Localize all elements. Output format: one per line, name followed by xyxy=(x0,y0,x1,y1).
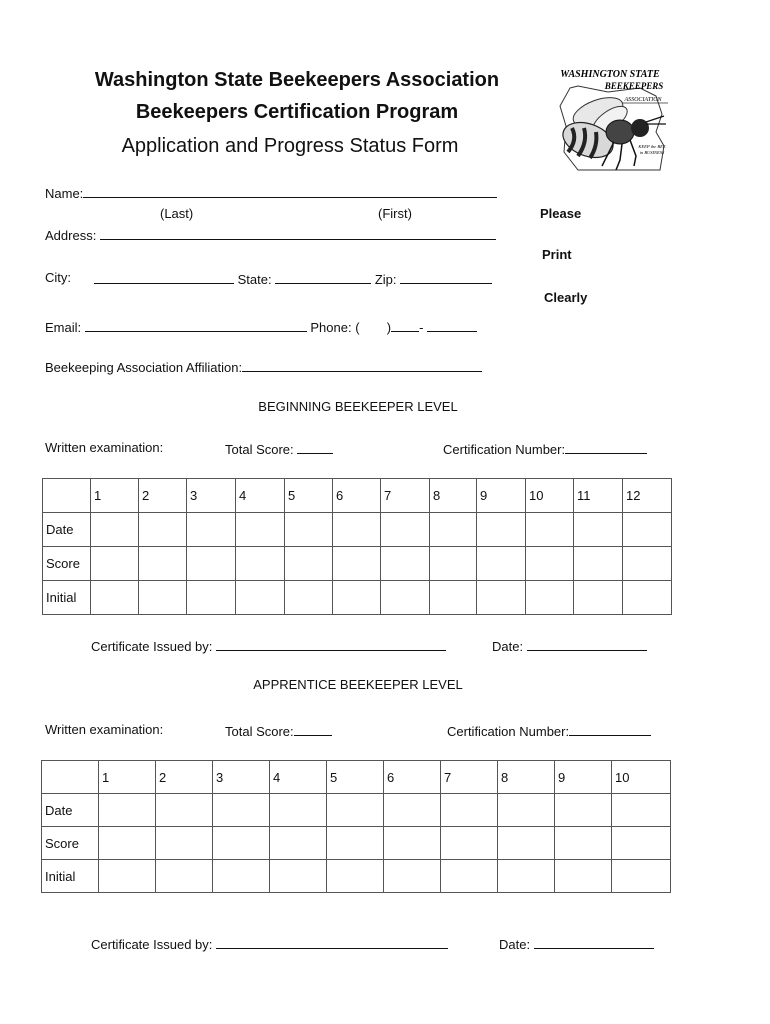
col-header: 2 xyxy=(139,479,187,513)
table-cell[interactable] xyxy=(99,827,156,860)
col-header: 11 xyxy=(574,479,623,513)
table-cell[interactable] xyxy=(441,827,498,860)
beginning-cert-number-label: Certification Number: xyxy=(443,442,566,457)
table-cell[interactable] xyxy=(270,794,327,827)
state-field[interactable] xyxy=(275,270,371,284)
table-cell[interactable] xyxy=(333,581,381,615)
table-cell[interactable] xyxy=(285,513,333,547)
beginning-total-score-label: Total Score: xyxy=(225,442,294,457)
col-header: 3 xyxy=(213,761,270,794)
table-cell[interactable] xyxy=(187,547,236,581)
table-cell[interactable] xyxy=(139,513,187,547)
table-cell[interactable] xyxy=(156,860,213,893)
logo-motto-line2: in BUSINESS xyxy=(639,150,665,155)
table-cell[interactable] xyxy=(526,513,574,547)
table-cell[interactable] xyxy=(441,860,498,893)
row-label: Score xyxy=(42,827,99,860)
table-cell[interactable] xyxy=(333,547,381,581)
table-cell[interactable] xyxy=(99,860,156,893)
table-cell[interactable] xyxy=(381,581,430,615)
table-cell[interactable] xyxy=(574,513,623,547)
apprentice-date-label: Date: xyxy=(499,937,531,952)
table-cell[interactable] xyxy=(526,581,574,615)
apprentice-issued-by-field[interactable] xyxy=(216,935,448,949)
table-cell[interactable] xyxy=(213,860,270,893)
phone-area-code-field[interactable] xyxy=(363,319,383,332)
table-cell[interactable] xyxy=(498,827,555,860)
col-header: 7 xyxy=(381,479,430,513)
table-cell[interactable] xyxy=(526,547,574,581)
table-cell[interactable] xyxy=(441,794,498,827)
table-cell[interactable] xyxy=(555,827,612,860)
table-cell[interactable] xyxy=(285,581,333,615)
beginning-progress-table xyxy=(42,478,672,615)
col-header: 5 xyxy=(285,479,333,513)
table-cell[interactable] xyxy=(327,860,384,893)
apprentice-total-score-label: Total Score: xyxy=(225,724,294,739)
col-header: 6 xyxy=(333,479,381,513)
apprentice-issued-by-label: Certificate Issued by: xyxy=(91,937,213,952)
table-cell[interactable] xyxy=(612,827,671,860)
table-cell[interactable] xyxy=(139,547,187,581)
row-label: Initial xyxy=(42,860,99,893)
apprentice-written-exam-label: Written examination: xyxy=(45,722,164,737)
beginning-score-row xyxy=(43,547,672,581)
logo-text-washington-state: WASHINGTON STATE xyxy=(560,69,660,80)
last-name-caption: (Last) xyxy=(160,206,194,221)
phone-prefix-field[interactable] xyxy=(391,318,419,332)
table-cell[interactable] xyxy=(139,581,187,615)
table-cell[interactable] xyxy=(236,513,285,547)
table-cell[interactable] xyxy=(477,581,526,615)
beginning-level-heading: BEGINNING BEEKEEPER LEVEL xyxy=(258,399,458,414)
table-cell[interactable] xyxy=(285,547,333,581)
col-header: 3 xyxy=(187,479,236,513)
table-cell[interactable] xyxy=(187,513,236,547)
col-header: 6 xyxy=(384,761,441,794)
corner-cell xyxy=(43,479,91,513)
affiliation-label: Beekeeping Association Affiliation: xyxy=(45,360,243,375)
table-cell[interactable] xyxy=(430,547,477,581)
table-cell[interactable] xyxy=(327,827,384,860)
beginning-cert-number-field[interactable] xyxy=(565,440,647,454)
phone-line-field[interactable] xyxy=(427,318,477,332)
email-label: Email: xyxy=(45,320,82,335)
row-label: Initial xyxy=(43,581,91,615)
table-cell[interactable] xyxy=(156,827,213,860)
col-header: 8 xyxy=(430,479,477,513)
col-header: 2 xyxy=(156,761,213,794)
table-cell[interactable] xyxy=(555,794,612,827)
table-cell[interactable] xyxy=(381,547,430,581)
beginning-date-field[interactable] xyxy=(527,637,647,651)
table-cell[interactable] xyxy=(213,827,270,860)
apprentice-date-field[interactable] xyxy=(534,935,654,949)
table-cell[interactable] xyxy=(91,513,139,547)
table-cell[interactable] xyxy=(187,581,236,615)
col-header: 1 xyxy=(99,761,156,794)
logo-text-association: ASSOCIATION xyxy=(624,97,662,103)
table-cell[interactable] xyxy=(574,581,623,615)
table-cell[interactable] xyxy=(384,827,441,860)
address-field[interactable] xyxy=(100,226,496,240)
table-cell[interactable] xyxy=(381,513,430,547)
clearly-note: Clearly xyxy=(544,290,588,305)
phone-paren-close: ) xyxy=(386,320,392,335)
table-cell[interactable] xyxy=(327,794,384,827)
table-cell[interactable] xyxy=(91,581,139,615)
col-header: 10 xyxy=(526,479,574,513)
beginning-written-exam-label: Written examination: xyxy=(45,440,164,455)
table-cell[interactable] xyxy=(270,827,327,860)
table-cell[interactable] xyxy=(236,581,285,615)
apprentice-cert-number-label: Certification Number: xyxy=(447,724,570,739)
table-cell[interactable] xyxy=(498,794,555,827)
table-cell[interactable] xyxy=(99,794,156,827)
form-title-program: Beekeepers Certification Program xyxy=(135,101,459,123)
name-label: Name: xyxy=(45,186,84,201)
zip-label: Zip: xyxy=(374,272,397,287)
table-cell[interactable] xyxy=(430,581,477,615)
table-cell[interactable] xyxy=(333,513,381,547)
beginning-initial-row xyxy=(43,581,672,615)
apprentice-date-row xyxy=(42,794,671,827)
beginning-issued-by-label: Certificate Issued by: xyxy=(91,639,213,654)
col-header: 10 xyxy=(612,761,671,794)
phone-label: Phone: ( xyxy=(310,320,360,335)
print-note: Print xyxy=(542,247,572,262)
apprentice-header-row xyxy=(42,761,671,794)
row-label: Score xyxy=(43,547,91,581)
col-header: 9 xyxy=(555,761,612,794)
zip-field[interactable] xyxy=(400,270,492,284)
apprentice-progress-table xyxy=(41,760,671,893)
table-cell[interactable] xyxy=(270,860,327,893)
wsba-bee-logo xyxy=(548,66,674,178)
col-header: 5 xyxy=(327,761,384,794)
first-name-caption: (First) xyxy=(378,206,412,221)
state-label: State: xyxy=(237,272,272,287)
table-cell[interactable] xyxy=(612,794,671,827)
table-cell[interactable] xyxy=(623,581,672,615)
table-cell[interactable] xyxy=(623,547,672,581)
apprentice-cert-number-field[interactable] xyxy=(569,722,651,736)
table-cell[interactable] xyxy=(477,547,526,581)
city-field[interactable] xyxy=(94,270,234,284)
beginning-header-row xyxy=(43,479,672,513)
beginning-date-label: Date: xyxy=(492,639,524,654)
table-cell[interactable] xyxy=(91,547,139,581)
col-header: 4 xyxy=(236,479,285,513)
email-field[interactable] xyxy=(85,318,307,332)
table-cell[interactable] xyxy=(623,513,672,547)
table-cell[interactable] xyxy=(384,860,441,893)
row-label: Date xyxy=(42,794,99,827)
col-header: 7 xyxy=(441,761,498,794)
col-header: 4 xyxy=(270,761,327,794)
please-note: Please xyxy=(540,206,582,221)
apprentice-total-score-field[interactable] xyxy=(294,722,332,736)
apprentice-initial-row xyxy=(42,860,671,893)
table-cell[interactable] xyxy=(498,860,555,893)
table-cell[interactable] xyxy=(384,794,441,827)
corner-cell xyxy=(42,761,99,794)
beginning-total-score-field[interactable] xyxy=(297,440,333,454)
name-field[interactable] xyxy=(83,184,497,198)
table-cell[interactable] xyxy=(156,794,213,827)
col-header: 1 xyxy=(91,479,139,513)
apprentice-score-row xyxy=(42,827,671,860)
apprentice-level-heading: APPRENTICE BEEKEEPER LEVEL xyxy=(253,677,463,692)
table-cell[interactable] xyxy=(236,547,285,581)
table-cell[interactable] xyxy=(574,547,623,581)
table-cell[interactable] xyxy=(477,513,526,547)
address-label: Address: xyxy=(45,228,97,243)
table-cell[interactable] xyxy=(555,860,612,893)
beginning-issued-by-field[interactable] xyxy=(216,637,446,651)
row-label: Date xyxy=(43,513,91,547)
table-cell[interactable] xyxy=(612,860,671,893)
table-cell[interactable] xyxy=(213,794,270,827)
logo-text-beekeepers: BEEKEEPERS xyxy=(604,81,664,91)
form-title-association: Washington State Beekeepers Association xyxy=(94,69,500,91)
col-header: 12 xyxy=(623,479,672,513)
city-label: City: xyxy=(45,270,71,285)
beginning-date-row xyxy=(43,513,672,547)
col-header: 9 xyxy=(477,479,526,513)
table-cell[interactable] xyxy=(430,513,477,547)
affiliation-field[interactable] xyxy=(242,358,482,372)
form-subtitle: Application and Progress Status Form xyxy=(121,135,459,157)
phone-dash: - xyxy=(419,320,424,335)
col-header: 8 xyxy=(498,761,555,794)
logo-motto-line1: KEEP the BEE xyxy=(638,144,666,149)
